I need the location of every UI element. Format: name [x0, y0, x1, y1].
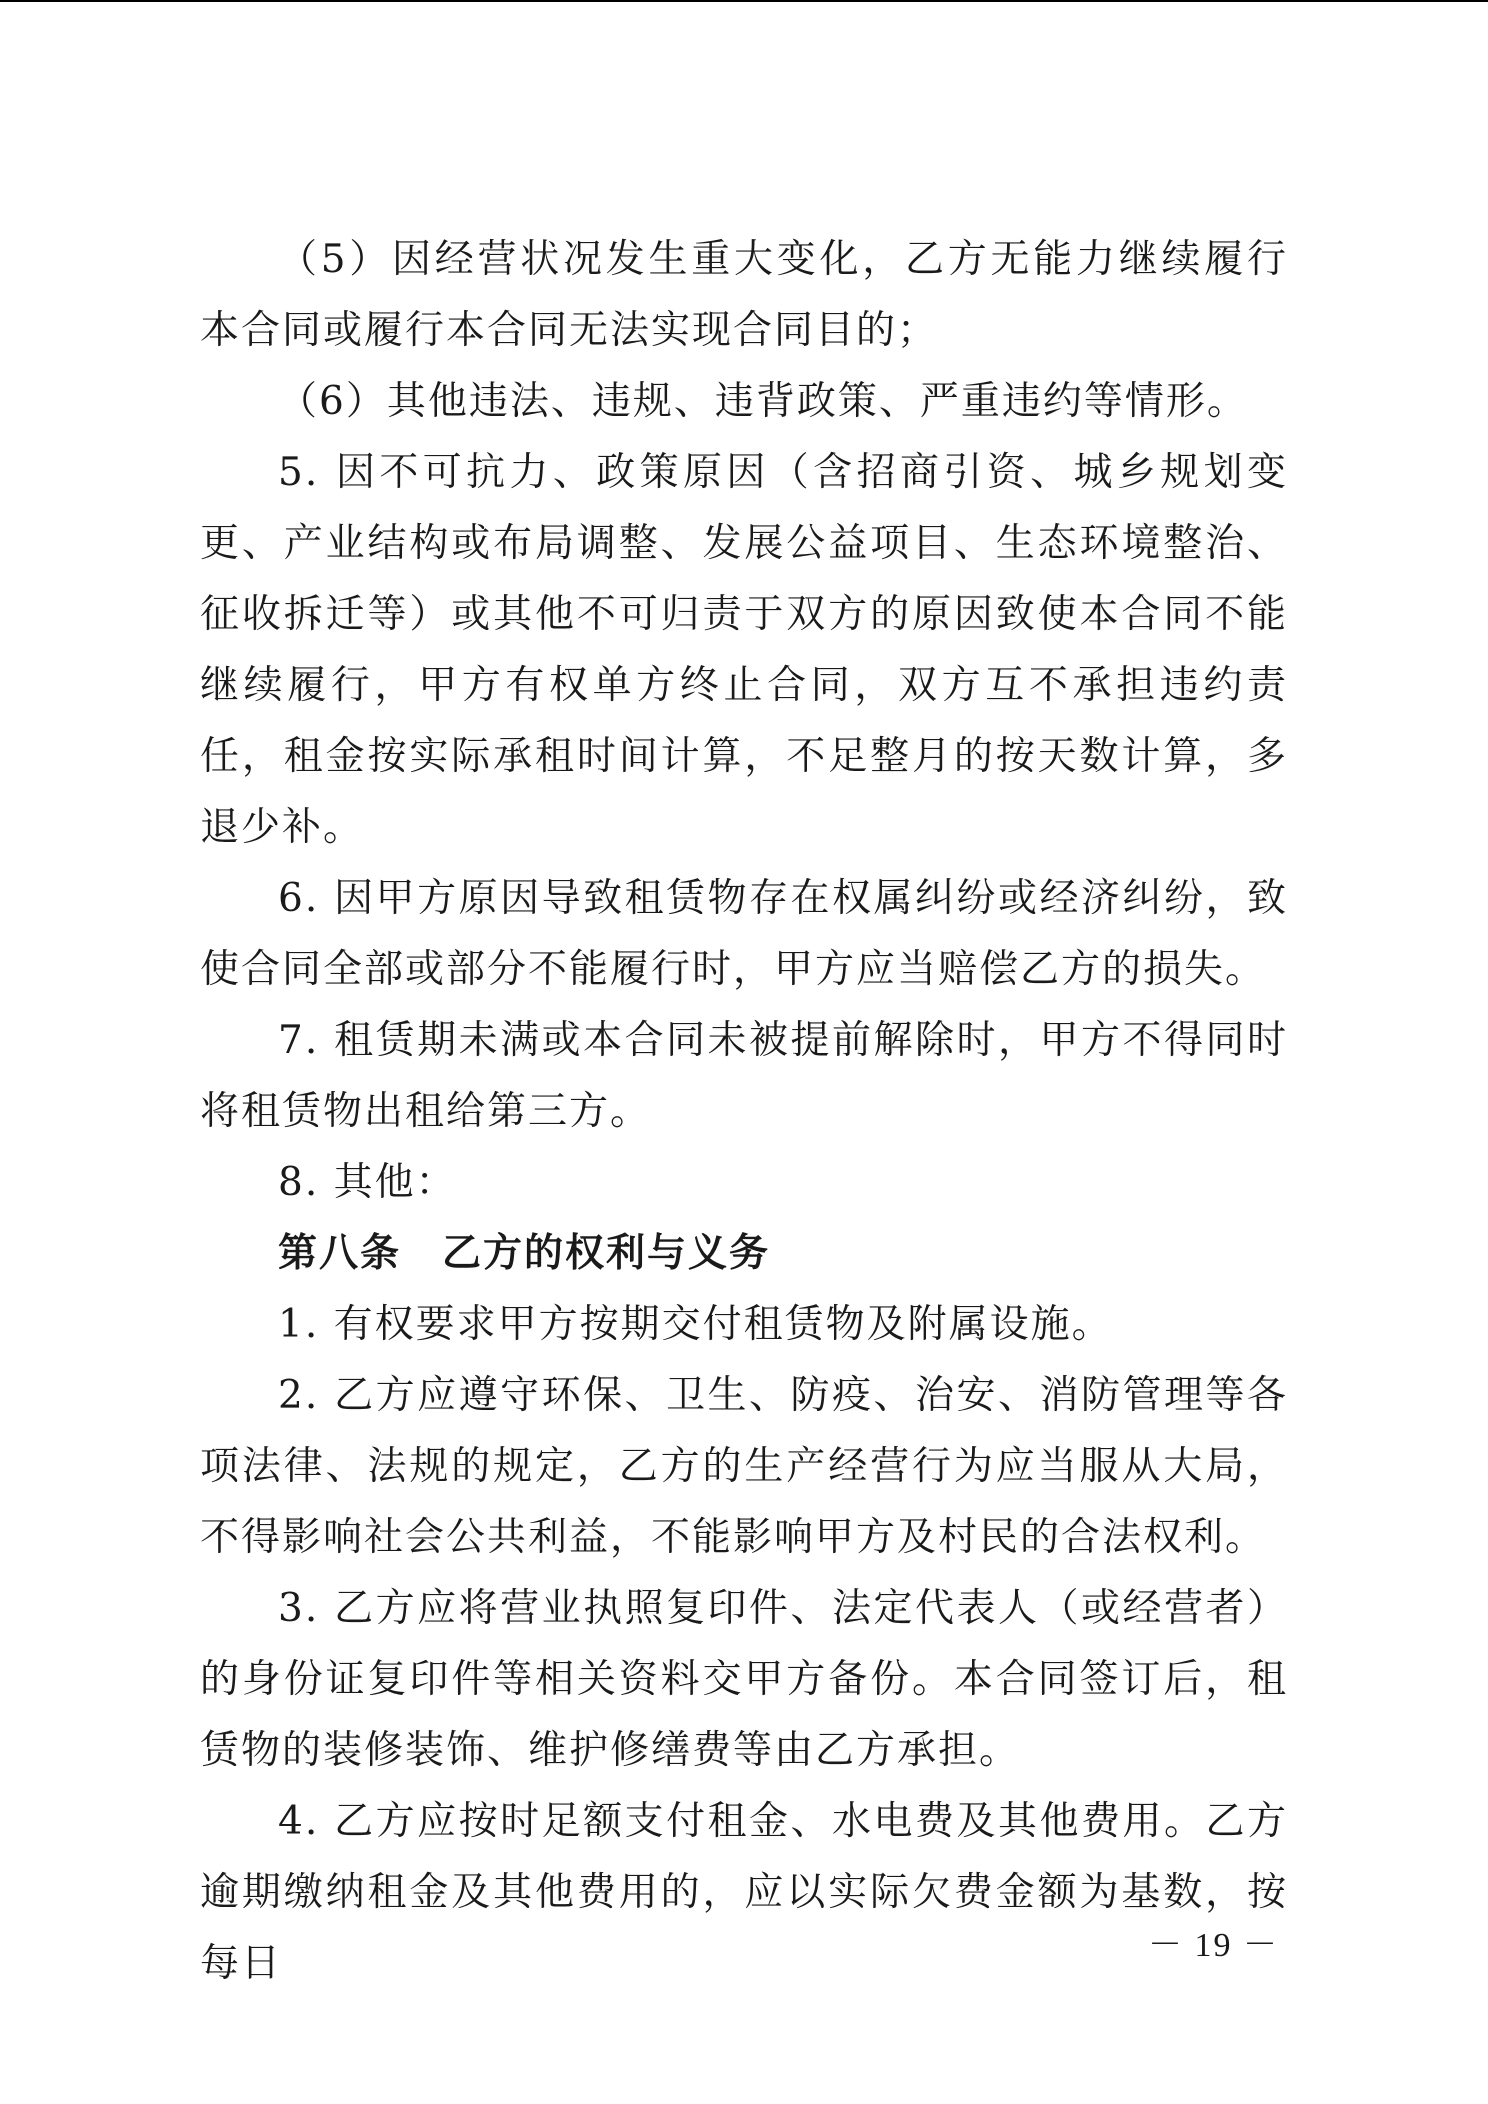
paragraph-b-clause-4: 4. 乙方应按时足额支付租金、水电费及其他费用。乙方逾期缴纳租金及其他费用的，应以实际欠费金额为基数，按每日 — [200, 1799, 1288, 1986]
paragraph-clause-7: 7. 租赁期未满或本合同未被提前解除时，甲方不得同时将租赁物出租给第三方。 — [200, 1018, 1288, 1134]
page-number: － 19 － — [1148, 1927, 1279, 1964]
paragraph-clause-8: 8. 其他： — [278, 1160, 457, 1205]
document-body — [200, 224, 1288, 1999]
paragraph-clause-6: 6. 因甲方原因导致租赁物存在权属纠纷或经济纠纷，致使合同全部或部分不能履行时，甲方应当赔偿乙方的损失。 — [200, 876, 1288, 992]
paragraph-b-clause-1: 1. 有权要求甲方按期交付租赁物及附属设施。 — [278, 1302, 1113, 1347]
paragraph-b-clause-2: 2. 乙方应遵守环保、卫生、防疫、治安、消防管理等各项法律、法规的规定，乙方的生产经营行为应当服从大局，不得影响社会公共利益，不能影响甲方及村民的合法权利。 — [200, 1373, 1288, 1560]
paragraph-clause-5: 5. 因不可抗力、政策原因（含招商引资、城乡规划变更、产业结构或布局调整、发展公益项目、生态环境整治、征收拆迁等）或其他不可归责于双方的原因致使本合同不能继续履行，甲方有权单方终止合同，双方互不承担违约责任，租金按实际承租时间计算，不足整月的按天数计算，多退少补。 — [200, 450, 1288, 850]
paragraph-item-5: （5）因经营状况发生重大变化，乙方无能力继续履行本合同或履行本合同无法实现合同目的； — [200, 237, 1288, 353]
section-heading-article-8: 第八条 乙方的权利与义务 — [278, 1231, 771, 1276]
paragraph-item-6: （6）其他违法、违规、违背政策、严重违约等情形。 — [278, 379, 1248, 424]
paragraph-b-clause-3: 3. 乙方应将营业执照复印件、法定代表人（或经营者）的身份证复印件等相关资料交甲方备份。本合同签订后，租赁物的装修装饰、维护修缮费等由乙方承担。 — [200, 1586, 1288, 1773]
